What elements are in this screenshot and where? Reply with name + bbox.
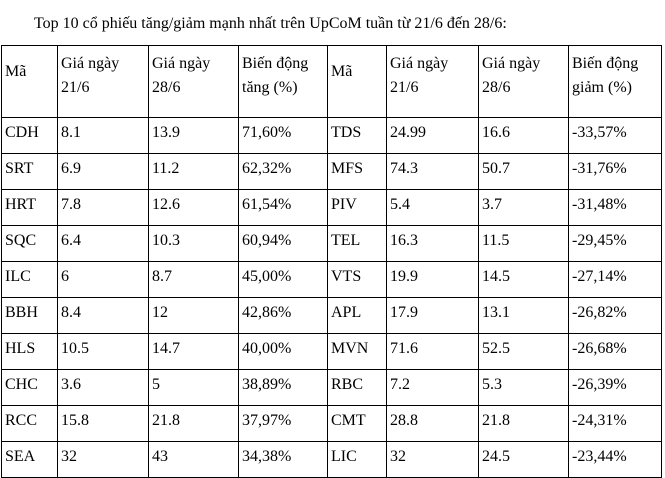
header-code-gainers: Mã	[2, 46, 58, 118]
loser-price-28-6-cell: 14.5	[479, 262, 569, 298]
gainer-price-28-6-cell: 12	[149, 298, 239, 334]
gainer-price-21-6-cell: 6	[58, 262, 149, 298]
table-row	[2, 154, 662, 190]
gainer-price-28-6-cell: 13.9	[149, 118, 239, 154]
loser-change-cell: -24,31%	[569, 406, 662, 442]
stock-movers-table	[1, 45, 662, 478]
gainer-change-cell: 60,94%	[239, 226, 328, 262]
loser-price-28-6-cell: 13.1	[479, 298, 569, 334]
gainer-change-cell: 34,38%	[239, 442, 328, 478]
loser-change-cell: -31,76%	[569, 154, 662, 190]
gainer-price-21-6-cell: 6.4	[58, 226, 149, 262]
header-price-21-6-losers: Giá ngày 21/6	[387, 46, 479, 118]
loser-price-28-6-cell: 21.8	[479, 406, 569, 442]
loser-price-21-6-cell: 5.4	[387, 190, 479, 226]
gainer-code-cell: HLS	[2, 334, 58, 370]
loser-change-cell: -27,14%	[569, 262, 662, 298]
header-change-up: Biến động tăng (%)	[239, 46, 328, 118]
table-row	[2, 226, 662, 262]
loser-price-21-6-cell: 7.2	[387, 370, 479, 406]
table-row	[2, 406, 662, 442]
gainer-change-cell: 38,89%	[239, 370, 328, 406]
table-row	[2, 118, 662, 154]
loser-code-cell: APL	[328, 298, 387, 334]
loser-code-cell: CMT	[328, 406, 387, 442]
loser-price-21-6-cell: 32	[387, 442, 479, 478]
loser-code-cell: VTS	[328, 262, 387, 298]
loser-price-28-6-cell: 3.7	[479, 190, 569, 226]
loser-price-28-6-cell: 52.5	[479, 334, 569, 370]
loser-price-28-6-cell: 16.6	[479, 118, 569, 154]
gainer-code-cell: SQC	[2, 226, 58, 262]
gainer-price-21-6-cell: 15.8	[58, 406, 149, 442]
loser-change-cell: -26,68%	[569, 334, 662, 370]
table-body	[2, 118, 662, 478]
header-code-losers: Mã	[328, 46, 387, 118]
loser-code-cell: MVN	[328, 334, 387, 370]
table-row	[2, 262, 662, 298]
loser-price-21-6-cell: 28.8	[387, 406, 479, 442]
header-price-28-6-losers: Giá ngày 28/6	[479, 46, 569, 118]
gainer-price-28-6-cell: 5	[149, 370, 239, 406]
table-row	[2, 370, 662, 406]
gainer-code-cell: CDH	[2, 118, 58, 154]
loser-change-cell: -26,39%	[569, 370, 662, 406]
gainer-price-28-6-cell: 14.7	[149, 334, 239, 370]
loser-price-28-6-cell: 5.3	[479, 370, 569, 406]
gainer-code-cell: SEA	[2, 442, 58, 478]
gainer-change-cell: 62,32%	[239, 154, 328, 190]
table-title: Top 10 cổ phiếu tăng/giảm mạnh nhất trên UpCoM tuần từ 21/6 đến 28/6:	[34, 15, 507, 32]
gainer-price-28-6-cell: 8.7	[149, 262, 239, 298]
gainer-price-28-6-cell: 21.8	[149, 406, 239, 442]
loser-price-21-6-cell: 24.99	[387, 118, 479, 154]
loser-change-cell: -26,82%	[569, 298, 662, 334]
loser-code-cell: PIV	[328, 190, 387, 226]
loser-price-21-6-cell: 19.9	[387, 262, 479, 298]
loser-change-cell: -23,44%	[569, 442, 662, 478]
loser-price-28-6-cell: 50.7	[479, 154, 569, 190]
gainer-price-21-6-cell: 32	[58, 442, 149, 478]
table-header-row	[2, 46, 662, 118]
header-price-28-6-gainers: Giá ngày 28/6	[149, 46, 239, 118]
gainer-code-cell: BBH	[2, 298, 58, 334]
gainer-price-21-6-cell: 10.5	[58, 334, 149, 370]
loser-change-cell: -31,48%	[569, 190, 662, 226]
gainer-code-cell: RCC	[2, 406, 58, 442]
gainer-price-21-6-cell: 8.4	[58, 298, 149, 334]
table-row	[2, 334, 662, 370]
loser-price-21-6-cell: 17.9	[387, 298, 479, 334]
header-price-21-6-gainers: Giá ngày 21/6	[58, 46, 149, 118]
gainer-price-28-6-cell: 43	[149, 442, 239, 478]
loser-price-28-6-cell: 24.5	[479, 442, 569, 478]
gainer-change-cell: 37,97%	[239, 406, 328, 442]
loser-code-cell: RBC	[328, 370, 387, 406]
gainer-price-28-6-cell: 12.6	[149, 190, 239, 226]
loser-code-cell: MFS	[328, 154, 387, 190]
table-row	[2, 442, 662, 478]
gainer-price-21-6-cell: 6.9	[58, 154, 149, 190]
gainer-change-cell: 45,00%	[239, 262, 328, 298]
gainer-code-cell: HRT	[2, 190, 58, 226]
loser-code-cell: TEL	[328, 226, 387, 262]
gainer-price-21-6-cell: 7.8	[58, 190, 149, 226]
loser-code-cell: TDS	[328, 118, 387, 154]
loser-price-21-6-cell: 74.3	[387, 154, 479, 190]
gainer-change-cell: 61,54%	[239, 190, 328, 226]
gainer-change-cell: 40,00%	[239, 334, 328, 370]
gainer-price-28-6-cell: 11.2	[149, 154, 239, 190]
gainer-change-cell: 42,86%	[239, 298, 328, 334]
gainer-code-cell: SRT	[2, 154, 58, 190]
table-row	[2, 190, 662, 226]
gainer-code-cell: ILC	[2, 262, 58, 298]
loser-code-cell: LIC	[328, 442, 387, 478]
gainer-price-21-6-cell: 8.1	[58, 118, 149, 154]
loser-price-21-6-cell: 71.6	[387, 334, 479, 370]
loser-change-cell: -29,45%	[569, 226, 662, 262]
loser-price-28-6-cell: 11.5	[479, 226, 569, 262]
loser-change-cell: -33,57%	[569, 118, 662, 154]
gainer-code-cell: CHC	[2, 370, 58, 406]
loser-price-21-6-cell: 16.3	[387, 226, 479, 262]
table-row	[2, 298, 662, 334]
gainer-change-cell: 71,60%	[239, 118, 328, 154]
gainer-price-28-6-cell: 10.3	[149, 226, 239, 262]
gainer-price-21-6-cell: 3.6	[58, 370, 149, 406]
header-change-down: Biến động giảm (%)	[569, 46, 662, 118]
